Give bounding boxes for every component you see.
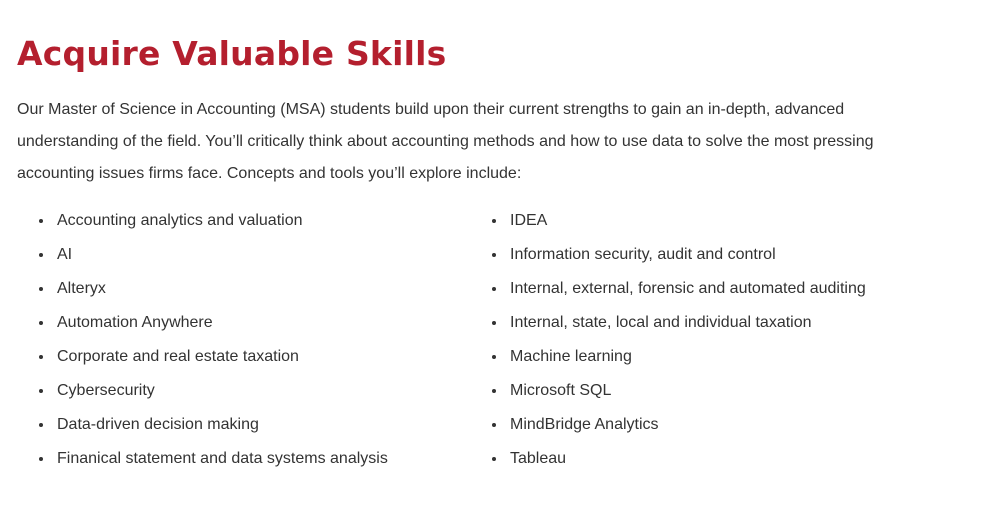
list-item-label: Corporate and real estate taxation	[57, 348, 299, 365]
list-item	[39, 442, 469, 476]
list-item	[39, 374, 469, 408]
list-item	[39, 306, 469, 340]
list-item	[39, 238, 469, 272]
list-item	[492, 340, 922, 374]
list-item	[39, 340, 469, 374]
list-item-label: Automation Anywhere	[57, 314, 213, 331]
skills-list-left	[39, 204, 469, 476]
list-item	[492, 204, 922, 238]
bullet-icon	[39, 253, 43, 257]
list-item-label: Internal, external, forensic and automated auditing	[510, 280, 866, 297]
list-item	[492, 442, 922, 476]
section-title: Acquire Valuable Skills	[17, 34, 447, 73]
list-item	[492, 272, 922, 306]
bullet-icon	[492, 457, 496, 461]
list-item	[492, 306, 922, 340]
skills-section	[17, 30, 917, 476]
skills-list-right	[492, 204, 922, 476]
bullet-icon	[492, 355, 496, 359]
bullet-icon	[39, 389, 43, 393]
list-item-label: Internal, state, local and individual taxation	[510, 314, 812, 331]
bullet-icon	[492, 321, 496, 325]
list-item-label: AI	[57, 246, 73, 263]
bullet-icon	[492, 423, 496, 427]
list-item-label: Data-driven decision making	[57, 416, 259, 433]
bullet-icon	[492, 287, 496, 291]
list-item	[492, 238, 922, 272]
list-item	[39, 272, 469, 306]
list-item-label: MindBridge Analytics	[510, 416, 659, 433]
bullet-icon	[39, 287, 43, 291]
skills-columns	[17, 204, 917, 476]
list-item	[39, 204, 469, 238]
bullet-icon	[39, 355, 43, 359]
list-item	[492, 408, 922, 442]
list-item-label: Alteryx	[57, 280, 106, 297]
list-item-label: Accounting analytics and valuation	[57, 212, 303, 229]
list-item-label: IDEA	[510, 212, 548, 229]
list-item-label: Information security, audit and control	[510, 246, 776, 263]
list-item	[39, 408, 469, 442]
bullet-icon	[492, 253, 496, 257]
list-item	[492, 374, 922, 408]
intro-paragraph: Our Master of Science in Accounting (MSA) students build upon their current strengths to gain an in-depth, advanced understanding of the field. You’ll critically think about accounting methods and how to use data to solve the most pressing accounting issues firms face. Concepts and tools you’ll explore include:	[17, 101, 874, 182]
bullet-icon	[492, 219, 496, 223]
list-item-label: Machine learning	[510, 348, 632, 365]
list-item-label: Finanical statement and data systems analysis	[57, 450, 388, 467]
bullet-icon	[492, 389, 496, 393]
bullet-icon	[39, 423, 43, 427]
bullet-icon	[39, 219, 43, 223]
bullet-icon	[39, 321, 43, 325]
bullet-icon	[39, 457, 43, 461]
list-item-label: Tableau	[510, 450, 567, 467]
list-item-label: Microsoft SQL	[510, 382, 612, 399]
list-item-label: Cybersecurity	[57, 382, 155, 399]
